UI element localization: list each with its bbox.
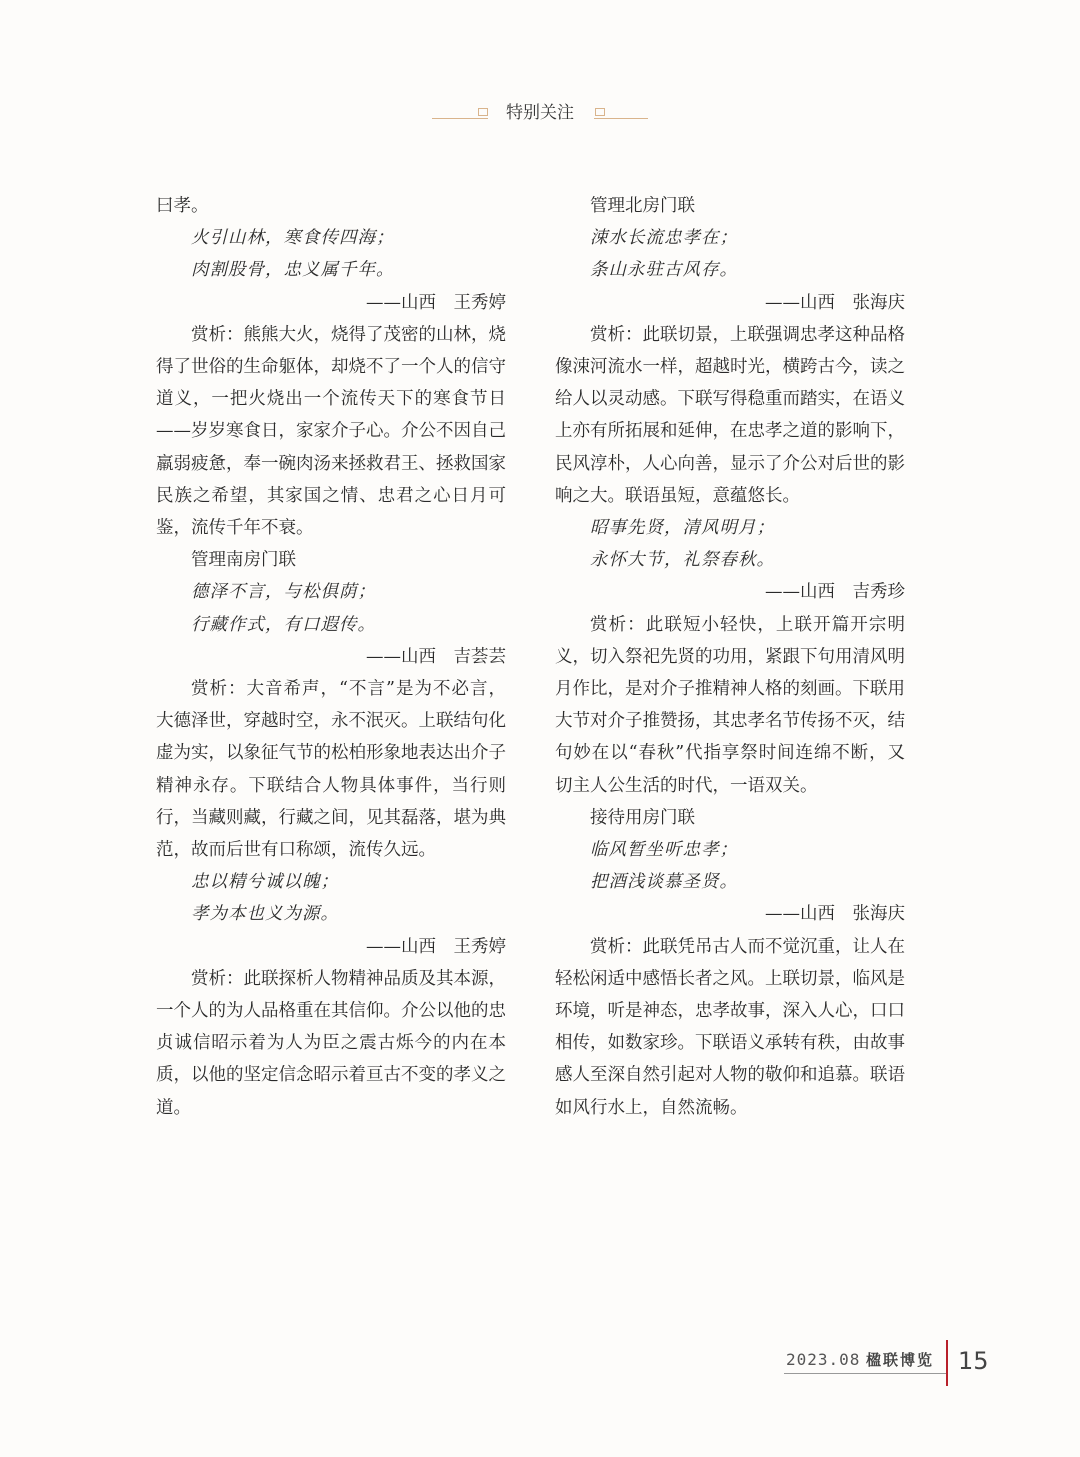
header-rule-right	[594, 118, 648, 119]
couplet-line: 涑水长流忠孝在；	[590, 228, 738, 249]
issue-date: 2023.08	[786, 1350, 861, 1369]
couplet-line: 条山永驻古风存。	[590, 260, 738, 281]
couplet-line: 昭事先贤，清风明月；	[590, 518, 775, 539]
analysis-paragraph: 赏析：此联短小轻快，上联开篇开宗明义，切入祭祀先贤的功用，紧跟下句用清风明月作比，是对介子推精神人格的刻画。下联用大节对介子推赞扬，其忠孝名节传扬不灭，结句妙在以“春秋”代指享祭时间连绵不断，又切主人公生活的时代，一语双关。	[555, 614, 905, 796]
couplet-heading: 接待用房门联	[590, 807, 695, 828]
analysis-paragraph: 赏析：熊熊大火，烧得了茂密的山林，烧得了世俗的生命躯体，却烧不了一个人的信守道义，一把火烧出一个流传天下的寒食节日——岁岁寒食日，家家介子心。介公不因自己羸弱疲惫，奉一碗肉汤来拯救君王、拯救国家民族之希望，其家国之情、忠君之心日月可鉴，流传千年不衰。	[156, 324, 506, 539]
couplet-line: 德泽不言，与松俱荫；	[191, 582, 376, 603]
paragraph: 曰孝。	[156, 196, 209, 216]
couplet-heading: 管理北房门联	[590, 196, 695, 216]
author-attribution: ——山西 张海庆	[765, 904, 905, 925]
footer-rule	[784, 1373, 946, 1374]
couplet-line: 火引山林，寒食传四海；	[191, 228, 395, 249]
header-ornament-left	[478, 108, 488, 116]
section-title: 特别关注	[506, 103, 574, 123]
couplet-line: 临风暂坐听忠孝；	[590, 840, 738, 861]
analysis-paragraph: 赏析：此联凭吊古人而不觉沉重，让人在轻松闲适中感悟长者之风。上联切景，临风是环境，听是神态，忠孝故事，深入人心，口口相传，如数家珍。下联语义承转有秩，由故事感人至深自然引起对人物的敬仰和追慕。联语如风行水上，自然流畅。	[555, 936, 905, 1118]
couplet-heading: 管理南房门联	[191, 550, 296, 571]
couplet-line: 忠以精兮诚以魄；	[191, 872, 339, 893]
footer-accent-bar	[946, 1340, 948, 1386]
couplet-line: 永怀大节，礼祭春秋。	[590, 550, 775, 571]
author-attribution: ——山西 张海庆	[765, 292, 905, 313]
right-column	[555, 190, 905, 1124]
left-column	[156, 190, 506, 1124]
page-number: 15	[958, 1347, 989, 1375]
header-ornament-right	[595, 108, 605, 116]
couplet-line: 行藏作式，有口遐传。	[191, 614, 376, 635]
magazine-name: 楹联博览	[866, 1351, 935, 1369]
author-attribution: ——山西 吉荟芸	[366, 646, 506, 667]
author-attribution: ——山西 王秀婷	[366, 936, 506, 957]
header-rule-left	[432, 118, 488, 119]
analysis-paragraph: 赏析：此联探析人物精神品质及其本源，一个人的为人品格重在其信仰。介公以他的忠贞诚信昭示着为人为臣之震古烁今的内在本质，以他的坚定信念昭示着亘古不变的孝义之道。	[156, 968, 506, 1118]
analysis-paragraph: 赏析：大音希声，“不言”是为不必言，大德泽世，穿越时空，永不泯灭。上联结句化虚为实，以象征气节的松柏形象地表达出介子精神永存。下联结合人物具体事件，当行则行，当藏则藏，行藏之间，见其磊落，堪为典范，故而后世有口称颂，流传久远。	[156, 679, 506, 861]
page-header	[0, 96, 1080, 126]
author-attribution: ——山西 吉秀珍	[765, 582, 905, 603]
couplet-line: 肉割股骨，忠义属千年。	[191, 260, 395, 281]
author-attribution: ——山西 王秀婷	[366, 292, 506, 313]
analysis-paragraph: 赏析：此联切景，上联强调忠孝这种品格像涑河流水一样，超越时光，横跨古今，读之给人以灵动感。下联写得稳重而踏实，在语义上亦有所拓展和延伸，在忠孝之道的影响下，民风淳朴，人心向善，显示了介公对后世的影响之大。联语虽短，意蕴悠长。	[555, 324, 905, 506]
couplet-line: 孝为本也义为源。	[191, 904, 339, 925]
couplet-line: 把酒浅谈慕圣贤。	[590, 872, 738, 893]
